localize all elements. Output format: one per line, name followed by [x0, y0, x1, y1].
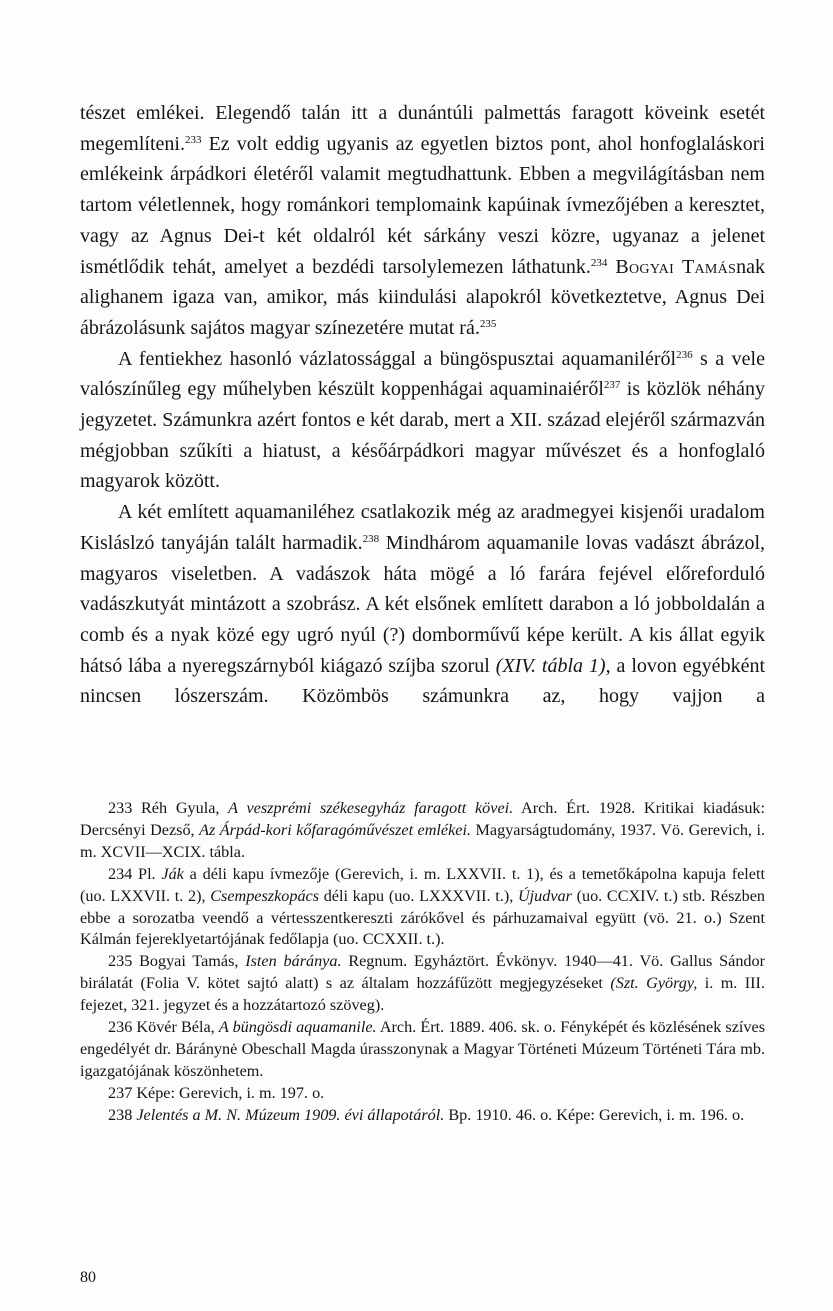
text-run: Arch. Ért. 1928. Kritikai kiadásuk: Dercsényi Dezső, [80, 799, 766, 839]
text-run: Arch. Ért. 1889. 406. sk. o. Fényképét és közlésének szíves engedélyét dr. Báránynė Obeschall Magda úrasszonynak a Magyar Történeti Múzeum Történeti Tára mb. igazgatójának köszönhetem. [80, 1018, 765, 1080]
footnote-number: 235 [108, 952, 133, 971]
footnote-number: 236 [108, 1018, 133, 1037]
text-run: Réh Gyula, [132, 799, 229, 817]
text-run: nak alighanem igaza van, amikor, más kiindulási alapokról következtetve, Agnus Dei ábrázolásunk sajátos magyar színezetére mutat rá. [80, 255, 766, 339]
text-run: Regnum. Egyháztört. Évkönyv. 1940—41. Vö. Gallus Sándor birálatát (Folia V. kötet sajtó alatt) s az általam hozzáfűzött megjegyzéseket [80, 952, 766, 993]
place-name: Újudvar [517, 886, 572, 905]
text-run: Kövér Béla, [132, 1018, 219, 1037]
place-name: Csempeszkopács [210, 886, 320, 905]
footnote-ref[interactable]: 234 [590, 256, 608, 269]
text-run: Pl. [132, 864, 162, 883]
footnote-234 [80, 864, 765, 952]
footnote-ref[interactable]: 238 [362, 532, 380, 545]
paragraph-3 [80, 497, 765, 712]
footnotes [80, 798, 765, 1127]
footnote-ref[interactable]: 236 [676, 348, 693, 361]
work-title: Az Árpád-kori kőfaragóművészet emlékei. [199, 820, 472, 839]
text-run: Mindhárom aquamanile lovas vadászt ábrázol, magyaros viseletben. A vadászok háta mögé a ló farára fejével előreforduló vadászkutyát mintázott a szobrász. A két elsőnek említett darabon a ló jobboldalán a comb és a nyak közé egy ugró nyúl (?) domborművű képe került. A kis állat egyik hátsó lába a nyeregszárnyból kiágazó szíjba szorul [80, 531, 765, 677]
text-run: , a lovon egyébként nincsen lószerszám. Közömbös számunkra az, hogy vajjon a [80, 654, 765, 708]
text-run: a déli kapu ívmezője (Gerevich, i. m. LXXVII. t. 1), és a temetőkápolna kapuja felett (uo. LXXVII. t. 2), [80, 864, 765, 905]
paragraph-2 [80, 344, 765, 498]
work-title: A veszprémi székesegyház faragott kövei. [228, 799, 514, 817]
text-run: tészet emlékei. Elegendő talán itt a dunántúli palmettás faragott köveink esetét megemlíteni. [80, 102, 765, 155]
plate-reference: (XIV. tábla 1) [495, 654, 606, 677]
footnote-236 [80, 1017, 765, 1083]
footnote-233 [80, 798, 765, 864]
text-run: A két említett aquamaniléhez csatlakozik még az aradmegyei kisjenői uradalom Kisláslzó tanyáján talált harmadik. [80, 501, 765, 554]
text-run: Magyarságtudomány, 1937. Vö. Gerevich, i. m. XCVII—XCIX. tábla. [80, 820, 765, 861]
text-run: (uo. CCXIV. t.) stb. Részben ebbe a sorozatba veendő a vértesszentkereszti zárókővel és párhuzamaival együtt (vö. 21. o.) Szent Kálmán fejereklyetartójának fedőlapja (uo. CCXXII. t.). [80, 886, 765, 949]
footnote-235 [80, 951, 765, 1017]
place-name: Ják [161, 864, 184, 883]
text-run: Képe: Gerevich, i. m. 197. o. [132, 1083, 325, 1102]
footnote-number: 238 [108, 1105, 133, 1124]
text-run: déli kapu (uo. LXXXVII. t.), [319, 886, 518, 905]
footnote-238 [80, 1105, 765, 1127]
footnote-number: 237 [108, 1083, 133, 1102]
footnote-ref[interactable]: 235 [479, 317, 497, 330]
text-run: is közlök néhány jegyzetet. Számunkra azért fontos e két darab, mert a XII. század elejéről származván mégjobban szűkíti a hiatust, a későárpádkori magyar művészet és a honfoglaló magyarok között. [80, 378, 766, 493]
text-run: A fentiekhez hasonló vázlatossággal a büngöspusztai aquamaniléről [118, 347, 677, 370]
text-run: s a vele valószínűleg egy műhelyben készült koppenhágai aquaminaiéről [80, 347, 765, 401]
work-title: A büngösdi aquamanile. [218, 1018, 377, 1037]
paragraph-1 [80, 98, 765, 344]
work-title: Isten báránya. [245, 952, 342, 971]
work-title: Jelentés a M. N. Múzeum 1909. évi állapotáról. [136, 1105, 445, 1124]
footnote-ref[interactable]: 237 [603, 379, 621, 392]
text-run: Ez volt eddig ugyanis az egyetlen biztos pont, ahol honfoglaláskori emlékeink árpádkori életéről valamit megtudhattunk. Ebben a megvilágításban nem tartom véletlennek, hogy románkori templomaink kapúinak ívmezőjében a keresztet, vagy az Agnus Dei-t két oldalról két sárkány veszi közre, ugyanaz a jelenet ismétlődik tehát, amelyet a bezdédi tarsolylemezen láthatunk. [80, 132, 765, 278]
text-run: i. m. III. fejezet, 321. jegyzet és a hozzátartozó szöveg). [80, 974, 765, 1015]
footnote-ref[interactable]: 233 [184, 133, 202, 146]
text-run: Bogyai Tamás, [132, 952, 246, 971]
text-run: Bp. 1910. 46. o. Képe: Gerevich, i. m. 196. o. [444, 1105, 745, 1124]
page-number: 80 [80, 1269, 96, 1286]
author-name: Bogyai Tamás [615, 255, 737, 278]
footnote-number: 234 [108, 864, 133, 883]
main-text [80, 98, 765, 712]
footnote-237 [80, 1083, 765, 1105]
footnote-number: 233 [108, 799, 133, 817]
work-title: (Szt. György, [610, 974, 698, 993]
